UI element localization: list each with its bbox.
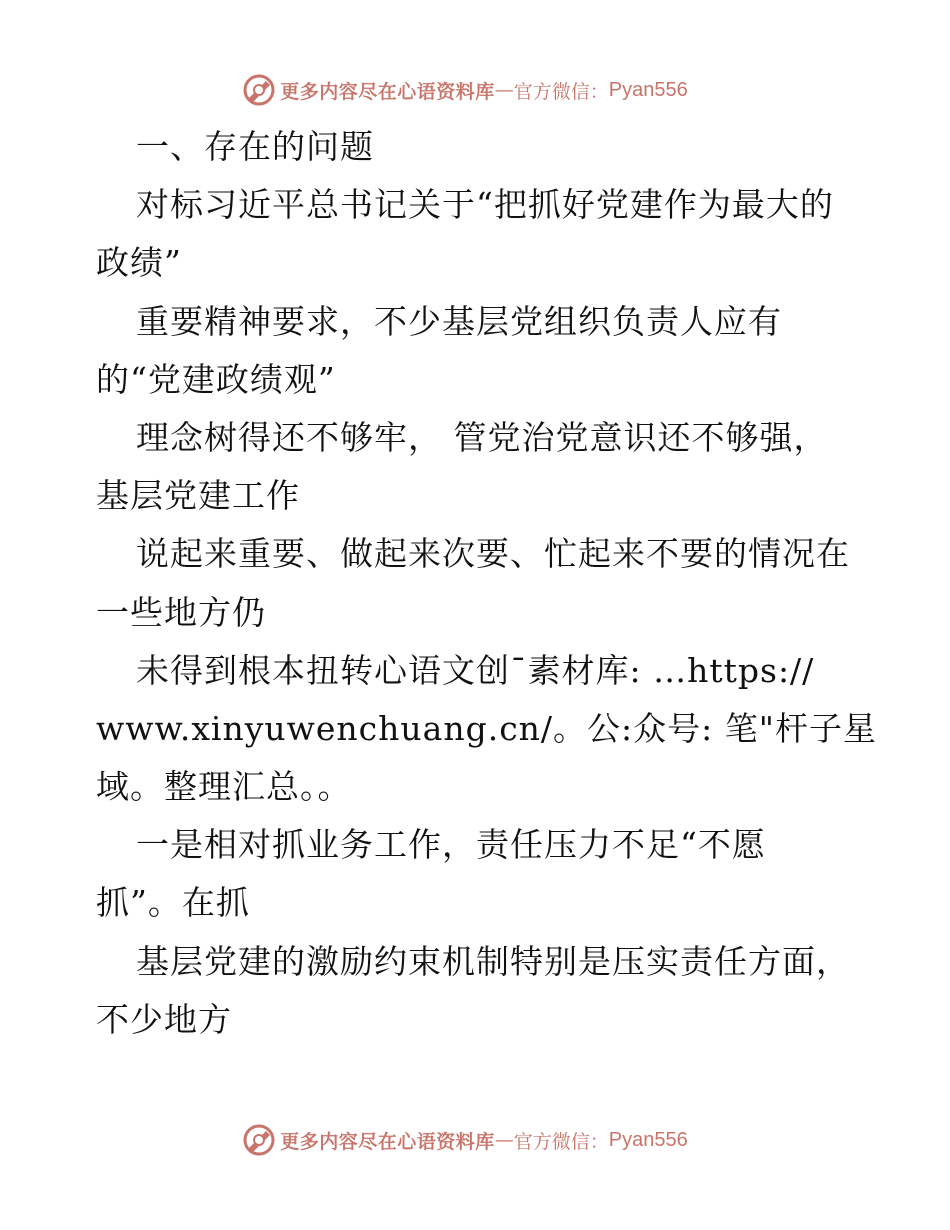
- text-line: 不少地方: [96, 999, 232, 1039]
- banner-label: 官方微信：: [513, 1130, 609, 1153]
- text-line: 的“党建政绩观”: [96, 359, 336, 399]
- text-line: 一些地方仍: [96, 592, 266, 632]
- banner-text: 更多内容尽在心语资料库: [280, 1130, 495, 1153]
- text-line: 抓”。在抓: [96, 883, 250, 923]
- section-heading: 一、存在的问题: [136, 127, 374, 166]
- pen-logo-icon: [242, 73, 276, 107]
- pen-logo-icon: [242, 1123, 276, 1157]
- text-line: 基层党建的激励约束机制特别是压实责任方面，: [136, 941, 850, 981]
- text-line: 一是相对抓业务工作，责任压力不足“不愿: [136, 825, 766, 865]
- text-line: 政绩”: [96, 243, 182, 283]
- banner-wechat-id: Pyan556: [608, 1128, 688, 1151]
- footer-watermark: [0, 1120, 950, 1160]
- text-line: www.xinyuwenchuang.cn/。公:众号: 笔"杆子星: [96, 708, 877, 748]
- text-line: 对标习近平总书记关于“把抓好党建作为最大的: [136, 185, 834, 225]
- banner-label: 官方微信：: [513, 80, 609, 103]
- text-line: 基层党建工作: [96, 476, 300, 516]
- document-body: [96, 118, 877, 1049]
- banner-text: 更多内容尽在心语资料库: [280, 80, 495, 103]
- banner-dash: —: [494, 79, 514, 101]
- banner-wechat-id: Pyan556: [608, 78, 688, 101]
- text-line: 未得到根本扭转心语文创¯素材库: …https://: [136, 650, 815, 690]
- header-watermark: [0, 70, 950, 110]
- text-line: 域。整理汇总。。: [96, 767, 352, 807]
- text-line: 重要精神要求，不少基层党组织负责人应有: [136, 301, 782, 341]
- banner-dash: —: [494, 1129, 514, 1151]
- text-line: 说起来重要、做起来次要、忙起来不要的情况在: [136, 534, 850, 574]
- text-line: 理念树得还不够牢， 管党治党意识还不够强，: [136, 417, 828, 457]
